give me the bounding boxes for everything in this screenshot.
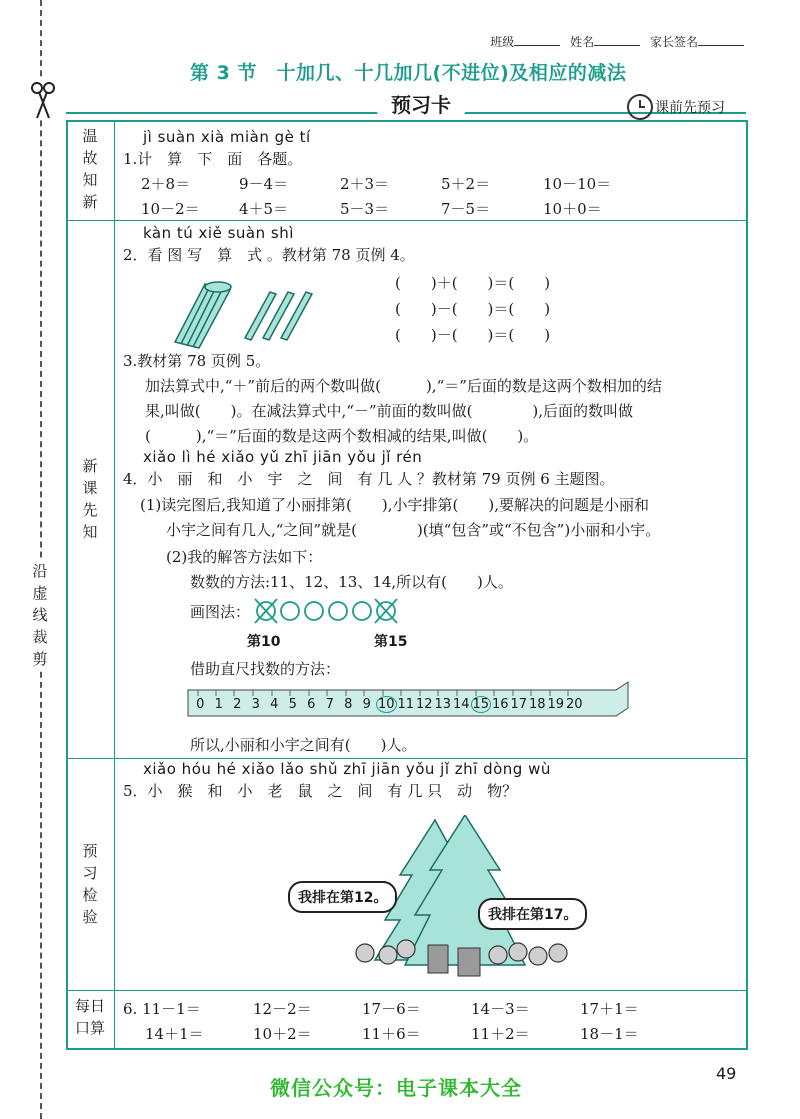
q2-pinyin: kàn tú xiě suàn shì [143,224,294,242]
q1-r1-3: 2＋3＝ [340,175,390,193]
q4-pinyin: xiǎo lì hé xiǎo yǔ zhī jiān yǒu jǐ rén [143,448,423,466]
ruler-num-highlight: 15 [472,697,490,712]
speech-bubble-monkey: 我排在第12。 [288,881,397,913]
q1-r1-5: 10－10＝ [543,175,612,193]
ruler-num: 3 [251,697,260,712]
ruler-num: 18 [528,697,546,712]
name-field[interactable] [594,45,640,46]
speech-bubble-mouse: 我排在第17。 [478,898,587,930]
q4-answer: 所以,小丽和小宇之间有( )人。 [190,736,417,754]
q1-r2-2: 4＋5＝ [239,200,289,218]
ruler-num: 9 [362,697,371,712]
ruler-num: 16 [491,697,509,712]
section-label-review: 温故知新 [82,127,98,211]
q3-line-3: ( ),“＝”后面的数是这两个数相减的结果,叫做( )。 [145,427,539,445]
ruler-num: 14 [452,697,470,712]
ruler-num: 5 [288,697,297,712]
q6-r2-4: 11＋2＝ [471,1025,530,1043]
q4-part1-b: 小宇之间有几人,“之间”就是( )(填“包含”或“不包含”)小丽和小宇。 [166,521,661,539]
q4-count-method: 数数的方法:11、12、13、14,所以有( )人。 [190,573,513,591]
q6-r2-3: 11＋6＝ [362,1025,421,1043]
parent-sign-field[interactable] [698,45,744,46]
page-number: 49 [716,1064,737,1083]
q1-r2-3: 5－3＝ [340,200,390,218]
q5-pinyin: xiǎo hóu hé xiǎo lǎo shǔ zhī jiān yǒu jǐ zhī dòng wù [143,760,551,778]
section-label-new: 新课先知 [82,457,98,541]
ruler-num: 6 [307,697,316,712]
divider-review [66,220,748,221]
q3-line-2: 果,叫做( )。在减法算式中,“－”前面的数叫做( ),后面的数叫做 [145,402,634,420]
mark-10: 第10 [247,634,281,650]
ruler-num: 1 [214,697,223,712]
q1-title: 1.计 算 下 面 各题。 [123,150,303,168]
q4-title: 4．小 丽 和 小 宇 之 间 有 几 人 ？教材第 79 页例 6 主题图。 [123,470,615,488]
q2-title: 2．看 图 写 算 式 。教材第 78 页例 4。 [123,246,415,264]
q4-part1-a: (1)读完图后,我知道了小丽排第( ),小宇排第( ),要解决的问题是小丽和 [140,496,649,514]
section-title: 第 3 节 十加几、十几加几(不进位)及相应的减法 [190,62,627,84]
ruler-num: 19 [547,697,565,712]
q1-r2-4: 7－5＝ [441,200,491,218]
sticks-bundle-image [155,272,315,352]
q4-part2: (2)我的解答方法如下： [166,548,323,566]
ruler-num-highlight: 10 [377,697,395,712]
q6-r1-3: 17－6＝ [362,1000,421,1018]
divider-check [66,990,748,991]
q6-r1-1: 6. 11－1＝ [123,1000,201,1018]
q1-r1-1: 2＋8＝ [141,175,191,193]
ruler-num: 12 [415,697,433,712]
parent-sign-label: 家长签名 [649,35,698,49]
q2-eq-3: ( )－( )＝( ) [395,326,551,344]
q1-r2-1: 10－2＝ [141,200,200,218]
q1-r1-2: 9－4＝ [239,175,289,193]
student-info [490,33,750,50]
mark-15: 第15 [374,634,408,650]
ruler-num: 20 [565,697,583,712]
ruler-num: 2 [233,697,242,712]
scissors-icon [30,80,56,120]
cut-label: 沿虚线裁剪 [28,560,52,670]
q4-ruler-label: 借助直尺找数的方法： [190,660,341,678]
q1-pinyin: jì suàn xià miàn gè tí [143,128,311,146]
ruler-numbers [191,696,584,713]
ruler-num: 8 [344,697,353,712]
q6-r1-5: 17＋1＝ [580,1000,639,1018]
ruler-num: 0 [196,697,205,712]
ruler-num: 13 [434,697,452,712]
ruler-num: 17 [510,697,528,712]
name-label: 姓名 [570,35,595,49]
card-title: 预习卡 [375,90,467,120]
ruler-num: 7 [325,697,334,712]
preview-label: 课前先预习 [655,100,725,116]
q6-r2-1: 14＋1＝ [145,1025,204,1043]
q6-r1-4: 14－3＝ [471,1000,530,1018]
section-label-daily: 每日口算 [75,997,106,1037]
q6-r1-2: 12－2＝ [253,1000,312,1018]
divider-new [66,758,748,759]
clock-icon [627,94,653,120]
q2-eq-1: ( )＋( )＝( ) [395,274,551,292]
label-column-divider [114,120,115,1050]
q3-line-1: 加法算式中,“＋”前后的两个数叫做( ),“＝”后面的数是这两个数相加的结 [145,377,662,395]
q2-eq-2: ( )－( )＝( ) [395,300,551,318]
ruler-num: 11 [397,697,415,712]
footer-watermark: 微信公众号：电子课本大全 [270,1076,522,1100]
circles-drawing [254,597,404,625]
section-label-check: 预习检验 [82,842,98,926]
q1-r2-5: 10＋0＝ [543,200,602,218]
class-label: 班级 [490,35,515,49]
q3-title: 3.教材第 78 页例 5。 [123,352,271,370]
q5-title: 5．小 猴 和 小 老 鼠 之 间 有 几 只 动 物？ [123,782,518,800]
ruler-num: 4 [270,697,279,712]
q1-r1-4: 5＋2＝ [441,175,491,193]
q4-draw-label: 画图法： [190,603,251,621]
q6-r2-2: 10＋2＝ [253,1025,312,1043]
class-field[interactable] [514,45,560,46]
q6-r2-5: 18－1＝ [580,1025,639,1043]
